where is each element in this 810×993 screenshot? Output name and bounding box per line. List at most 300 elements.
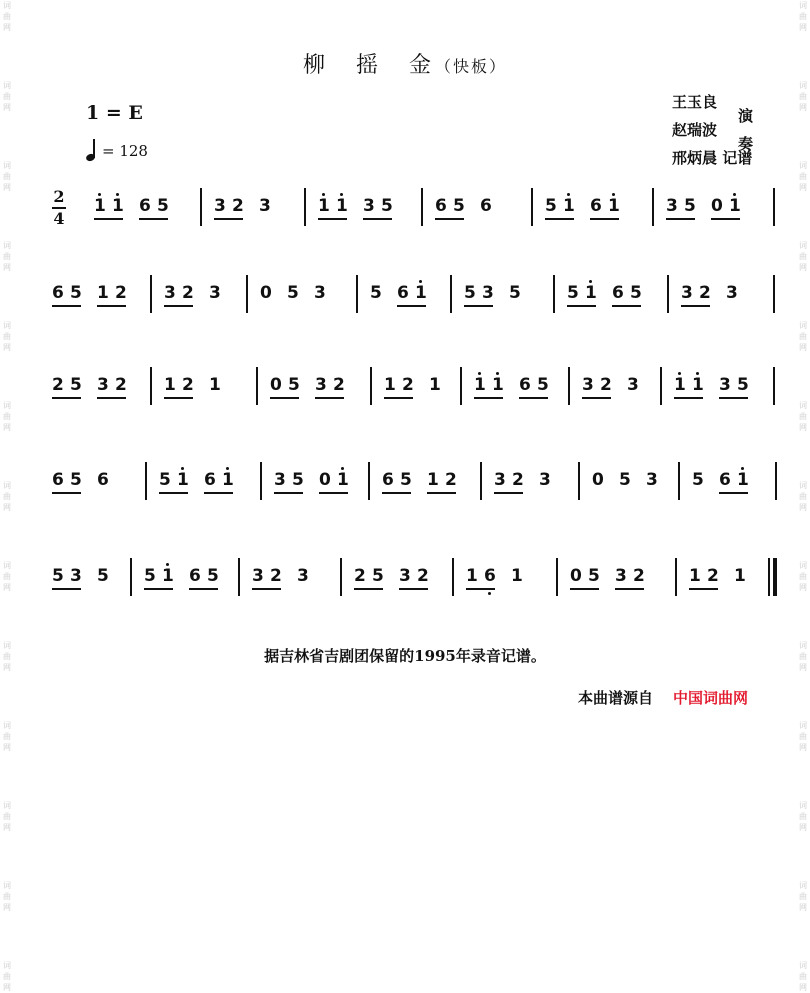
barline — [246, 275, 248, 313]
note-high-octave: 1 — [222, 470, 234, 490]
measure — [270, 375, 360, 415]
beat-group — [464, 283, 493, 307]
barline — [356, 275, 358, 313]
title-main: 柳 摇 金 — [302, 53, 443, 78]
beat-group — [209, 283, 220, 303]
beat-group — [494, 470, 523, 494]
note: 0 — [592, 470, 604, 490]
note: 5 — [537, 375, 549, 395]
note: 0 — [570, 566, 582, 586]
note: 1 — [384, 375, 396, 395]
watermark-text: 词 曲 网 — [799, 721, 807, 752]
key-signature: 1 = E — [86, 102, 143, 124]
note: 5 — [684, 196, 696, 216]
barline — [660, 367, 662, 405]
note-high-octave: 1 — [608, 196, 620, 216]
note: 3 — [399, 566, 411, 586]
measure — [474, 375, 564, 415]
watermark-text: 词 曲 网 — [799, 321, 807, 352]
source-credit: 本曲谱源自 中国词曲网 — [578, 689, 749, 707]
beat-group — [719, 470, 748, 494]
measure — [545, 196, 635, 236]
eighth-underline — [545, 218, 574, 220]
barline — [675, 558, 677, 596]
barline — [368, 462, 370, 500]
note-high-octave: 1 — [415, 283, 427, 303]
note: 3 — [539, 470, 551, 490]
eighth-underline — [164, 397, 193, 399]
transcriber: 邢炳晨 记谱 — [672, 149, 753, 167]
watermark-text: 词 曲 网 — [3, 321, 11, 352]
watermark-text: 词 曲 网 — [3, 961, 11, 992]
beat-group — [274, 470, 303, 494]
note: 3 — [666, 196, 678, 216]
note-high-octave: 1 — [337, 470, 349, 490]
note: 3 — [582, 375, 594, 395]
watermark-text: 词 曲 网 — [3, 161, 11, 192]
note: 5 — [97, 566, 109, 586]
beat-group — [370, 283, 381, 303]
eighth-underline — [466, 588, 495, 590]
note: 2 — [333, 375, 345, 395]
watermark-text: 词 曲 网 — [799, 1, 807, 32]
note: 3 — [274, 470, 286, 490]
eighth-underline — [354, 588, 383, 590]
note: 3 — [615, 566, 627, 586]
note: 3 — [164, 283, 176, 303]
barline — [578, 462, 580, 500]
note-high-octave: 1 — [737, 470, 749, 490]
barline — [556, 558, 558, 596]
measure — [164, 283, 236, 323]
quarter-note-icon — [84, 139, 98, 163]
note: 1 — [429, 375, 441, 395]
note-high-octave: 1 — [162, 566, 174, 586]
barline — [775, 462, 777, 500]
eighth-underline — [252, 588, 281, 590]
note-high-octave: 1 — [674, 375, 686, 395]
performer-1: 王玉良 — [672, 93, 718, 111]
beat-group — [619, 470, 630, 490]
beat-group — [319, 470, 348, 494]
eighth-underline — [159, 492, 188, 494]
note: 2 — [115, 283, 127, 303]
watermark-text: 词 曲 网 — [3, 81, 11, 112]
measure — [666, 196, 756, 236]
watermark-text: 词 曲 网 — [799, 881, 807, 912]
eighth-underline — [94, 218, 123, 220]
site-brand: 中国词曲网 — [673, 689, 749, 707]
note: 5 — [372, 566, 384, 586]
beat-group — [674, 375, 703, 399]
measure — [52, 283, 142, 323]
eighth-underline — [519, 397, 548, 399]
eighth-underline — [52, 588, 81, 590]
beat-group — [480, 196, 491, 216]
note-high-octave: 1 — [563, 196, 575, 216]
note: 5 — [287, 283, 299, 303]
note-high-octave: 1 — [336, 196, 348, 216]
measure — [94, 196, 184, 236]
watermark-text: 词 曲 网 — [799, 481, 807, 512]
eighth-underline — [590, 218, 619, 220]
note: 3 — [259, 196, 271, 216]
measure — [52, 566, 124, 606]
note: 5 — [144, 566, 156, 586]
beat-group — [734, 566, 745, 586]
barline — [150, 275, 152, 313]
note: 5 — [737, 375, 749, 395]
note: 6 — [204, 470, 216, 490]
beat-group — [214, 196, 243, 220]
beat-group — [427, 470, 456, 494]
note: 6 — [382, 470, 394, 490]
watermark-text: 词 曲 网 — [799, 161, 807, 192]
beat-group — [97, 283, 126, 307]
note: 2 — [182, 375, 194, 395]
eighth-underline — [382, 492, 411, 494]
beat-group — [545, 196, 574, 220]
watermark-text: 词 曲 网 — [799, 81, 807, 112]
note-high-octave: 1 — [318, 196, 330, 216]
eighth-underline — [97, 305, 126, 307]
beat-group — [189, 566, 218, 590]
note: 6 — [139, 196, 151, 216]
note: 3 — [494, 470, 506, 490]
note: 1 — [734, 566, 746, 586]
barline — [260, 462, 262, 500]
measure — [354, 566, 444, 606]
barline — [370, 367, 372, 405]
note: 5 — [70, 283, 82, 303]
barline — [773, 188, 775, 226]
note: 1 — [511, 566, 523, 586]
note: 5 — [70, 375, 82, 395]
note: 1 — [466, 566, 478, 586]
measure — [252, 566, 324, 606]
barline — [531, 188, 533, 226]
note: 5 — [70, 470, 82, 490]
note: 5 — [567, 283, 579, 303]
barline — [304, 188, 306, 226]
eighth-underline — [474, 397, 503, 399]
note: 3 — [681, 283, 693, 303]
eighth-underline — [384, 397, 413, 399]
watermark-text: 词 曲 网 — [799, 641, 807, 672]
measure — [52, 375, 142, 415]
beat-group — [435, 196, 464, 220]
note-low-octave: 6 — [484, 566, 496, 586]
note: 5 — [630, 283, 642, 303]
beat-group — [570, 566, 599, 590]
barline — [460, 367, 462, 405]
beat-group — [139, 196, 168, 220]
eighth-underline — [711, 218, 740, 220]
eighth-underline — [681, 305, 710, 307]
watermark-left — [0, 0, 14, 992]
barline — [667, 275, 669, 313]
beat-group — [646, 470, 657, 490]
note-high-octave: 1 — [474, 375, 486, 395]
measure — [464, 283, 536, 323]
eighth-underline — [582, 397, 611, 399]
note: 6 — [519, 375, 531, 395]
note: 6 — [397, 283, 409, 303]
watermark-text: 词 曲 网 — [3, 801, 11, 832]
measure — [689, 566, 761, 606]
beat-group — [287, 283, 298, 303]
note: 0 — [270, 375, 282, 395]
song-title — [0, 48, 810, 79]
measure — [567, 283, 657, 323]
beat-group — [511, 566, 522, 586]
barline — [773, 367, 775, 405]
beat-group — [474, 375, 503, 399]
note: 5 — [381, 196, 393, 216]
note: 5 — [370, 283, 382, 303]
barline — [773, 275, 775, 313]
note: 1 — [97, 283, 109, 303]
beat-group — [260, 283, 271, 303]
beat-group — [519, 375, 548, 399]
eighth-underline — [570, 588, 599, 590]
beat-group — [615, 566, 644, 590]
note: 2 — [417, 566, 429, 586]
beat-group — [666, 196, 695, 220]
beat-group — [681, 283, 710, 307]
beat-group — [97, 375, 126, 399]
barline — [200, 188, 202, 226]
eighth-underline — [363, 218, 392, 220]
beat-group — [297, 566, 308, 586]
note: 5 — [400, 470, 412, 490]
measure — [674, 375, 764, 415]
note: 3 — [726, 283, 738, 303]
eighth-underline — [97, 397, 126, 399]
eighth-underline — [52, 305, 81, 307]
beat-group — [399, 566, 428, 590]
eighth-underline — [427, 492, 456, 494]
note-high-octave: 1 — [112, 196, 124, 216]
note: 2 — [699, 283, 711, 303]
note: 6 — [52, 283, 64, 303]
note: 5 — [288, 375, 300, 395]
performers-role: 演奏 — [738, 107, 754, 153]
note: 5 — [157, 196, 169, 216]
eighth-underline — [315, 397, 344, 399]
source-note: 据吉林省吉剧团保留的1995年录音记谱。 — [264, 647, 546, 665]
note: 3 — [315, 375, 327, 395]
barline — [150, 367, 152, 405]
note: 2 — [600, 375, 612, 395]
note: 2 — [633, 566, 645, 586]
watermark-text: 词 曲 网 — [3, 881, 11, 912]
eighth-underline — [719, 397, 748, 399]
note: 2 — [707, 566, 719, 586]
eighth-underline — [666, 218, 695, 220]
eighth-underline — [204, 492, 233, 494]
eighth-underline — [318, 218, 347, 220]
watermark-text: 词 曲 网 — [799, 241, 807, 272]
tempo-value: = 128 — [102, 142, 148, 160]
eighth-underline — [399, 588, 428, 590]
beat-group — [270, 375, 299, 399]
barline — [421, 188, 423, 226]
note: 1 — [689, 566, 701, 586]
beat-group — [52, 375, 81, 399]
beat-group — [689, 566, 718, 590]
barline — [450, 275, 452, 313]
note: 1 — [427, 470, 439, 490]
barline — [568, 367, 570, 405]
beat-group — [52, 566, 81, 590]
beat-group — [252, 566, 281, 590]
note: 5 — [207, 566, 219, 586]
beat-group — [164, 375, 193, 399]
watermark-text: 词 曲 网 — [3, 1, 11, 32]
measure — [382, 470, 472, 510]
eighth-underline — [52, 397, 81, 399]
note: 3 — [719, 375, 731, 395]
eighth-underline — [144, 588, 173, 590]
barline — [480, 462, 482, 500]
note: 2 — [402, 375, 414, 395]
watermark-text: 词 曲 网 — [799, 561, 807, 592]
beat-group — [164, 283, 193, 307]
beat-group — [363, 196, 392, 220]
watermark-text: 词 曲 网 — [3, 641, 11, 672]
measure — [494, 470, 566, 510]
watermark-right — [796, 0, 810, 992]
barline — [340, 558, 342, 596]
watermark-text: 词 曲 网 — [3, 561, 11, 592]
barline — [678, 462, 680, 500]
beat-group — [144, 566, 173, 590]
eighth-underline — [615, 588, 644, 590]
measure — [144, 566, 234, 606]
measure — [435, 196, 507, 236]
eighth-underline — [689, 588, 718, 590]
final-barline — [773, 558, 777, 596]
note: 6 — [590, 196, 602, 216]
watermark-text: 词 曲 网 — [3, 481, 11, 512]
note: 5 — [292, 470, 304, 490]
eighth-underline — [52, 492, 81, 494]
beat-group — [97, 470, 108, 490]
eighth-underline — [214, 218, 243, 220]
note: 5 — [453, 196, 465, 216]
time-signature: 2 4 — [53, 187, 65, 228]
measure — [159, 470, 249, 510]
eighth-underline — [464, 305, 493, 307]
note: 5 — [464, 283, 476, 303]
watermark-text: 词 曲 网 — [799, 961, 807, 992]
note: 2 — [182, 283, 194, 303]
eighth-underline — [319, 492, 348, 494]
measure — [370, 283, 442, 323]
note: 2 — [52, 375, 64, 395]
barline — [768, 558, 770, 596]
eighth-underline — [270, 397, 299, 399]
note-high-octave: 1 — [585, 283, 597, 303]
note: 6 — [480, 196, 492, 216]
note: 1 — [209, 375, 221, 395]
eighth-underline — [189, 588, 218, 590]
note: 6 — [52, 470, 64, 490]
eighth-underline — [274, 492, 303, 494]
barline — [238, 558, 240, 596]
beat-group — [314, 283, 325, 303]
beat-group — [612, 283, 641, 307]
watermark-text: 词 曲 网 — [3, 241, 11, 272]
note: 3 — [482, 283, 494, 303]
measure — [681, 283, 753, 323]
beat-group — [52, 283, 81, 307]
beat-group — [509, 283, 520, 303]
note: 3 — [252, 566, 264, 586]
note: 5 — [545, 196, 557, 216]
beat-group — [315, 375, 344, 399]
note: 6 — [435, 196, 447, 216]
beat-group — [627, 375, 638, 395]
note: 3 — [97, 375, 109, 395]
note-high-octave: 1 — [729, 196, 741, 216]
eighth-underline — [612, 305, 641, 307]
watermark-text: 词 曲 网 — [3, 401, 11, 432]
beat-group — [711, 196, 740, 220]
note: 0 — [319, 470, 331, 490]
eighth-underline — [397, 305, 426, 307]
beat-group — [94, 196, 123, 220]
barline — [553, 275, 555, 313]
beat-group — [539, 470, 550, 490]
barline — [130, 558, 132, 596]
note-high-octave: 1 — [492, 375, 504, 395]
eighth-underline — [719, 492, 748, 494]
beat-group — [466, 566, 495, 590]
beat-group — [159, 470, 188, 494]
note: 5 — [588, 566, 600, 586]
note: 3 — [297, 566, 309, 586]
beat-group — [318, 196, 347, 220]
eighth-underline — [164, 305, 193, 307]
note: 2 — [354, 566, 366, 586]
note: 2 — [115, 375, 127, 395]
beat-group — [397, 283, 426, 307]
note: 5 — [619, 470, 631, 490]
measure — [260, 283, 341, 323]
watermark-text: 词 曲 网 — [3, 721, 11, 752]
note: 3 — [646, 470, 658, 490]
note: 3 — [314, 283, 326, 303]
beat-group — [692, 470, 703, 490]
beat-group — [354, 566, 383, 590]
note: 2 — [270, 566, 282, 586]
note: 5 — [159, 470, 171, 490]
barline — [145, 462, 147, 500]
note: 3 — [627, 375, 639, 395]
note: 2 — [512, 470, 524, 490]
measure — [214, 196, 286, 236]
note: 2 — [445, 470, 457, 490]
beat-group — [567, 283, 596, 307]
note: 5 — [509, 283, 521, 303]
eighth-underline — [494, 492, 523, 494]
beat-group — [726, 283, 737, 303]
note: 0 — [711, 196, 723, 216]
note: 3 — [214, 196, 226, 216]
note: 2 — [232, 196, 244, 216]
